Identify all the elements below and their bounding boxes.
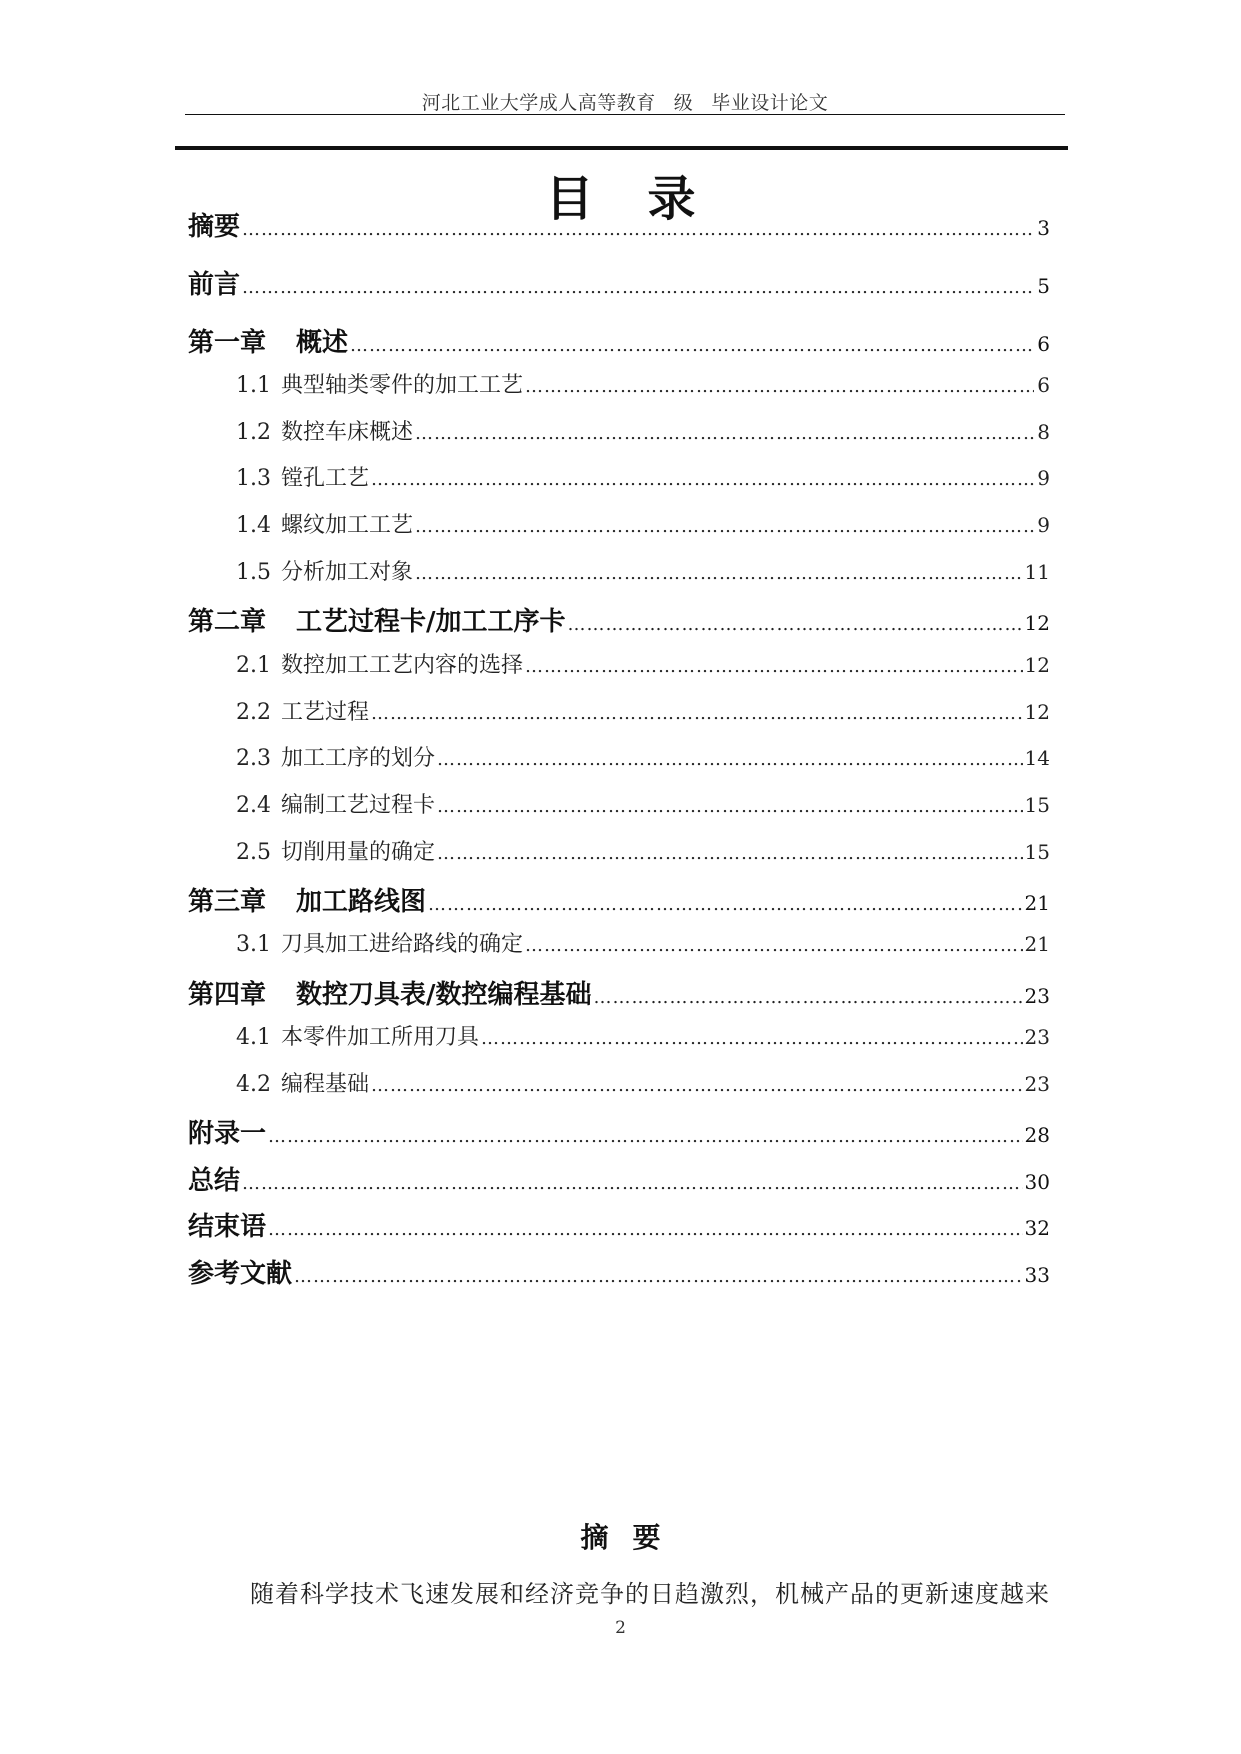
toc-entry-number: 2.2 (236, 700, 271, 725)
toc-dot-leader (371, 1075, 1023, 1096)
toc-entry-number: 2.5 (236, 840, 271, 865)
toc-entry[interactable] (188, 322, 1050, 356)
toc-entry-page: 23 (1024, 984, 1050, 1008)
toc-entry-number: 第三章 (188, 887, 267, 917)
toc-entry-text: 刀具加工进给路线的确定 (281, 932, 524, 957)
toc-entry-page: 6 (1037, 332, 1050, 356)
toc-dot-leader (481, 1028, 1023, 1049)
toc-dot-leader (242, 1173, 1023, 1194)
toc-dot-leader (437, 749, 1023, 770)
toc-entry[interactable] (236, 695, 1050, 729)
toc-entry-text: 螺纹加工工艺 (281, 513, 414, 538)
abstract-first-line: 随着科学技术飞速发展和经济竞争的日趋激烈，机械产品的更新速度越来 (250, 1580, 1050, 1608)
toc-entry-page: 21 (1024, 891, 1050, 915)
toc-entry-text: 结束语 (188, 1212, 267, 1242)
toc-entry-label (236, 695, 369, 726)
toc-entry[interactable] (236, 835, 1050, 869)
toc-title: 目录 (545, 171, 750, 227)
toc-entry[interactable] (236, 1067, 1050, 1101)
toc-entry-page: 14 (1024, 746, 1050, 770)
header-rule (185, 114, 1065, 115)
toc-entry-number: 1.3 (236, 466, 271, 491)
toc-entry[interactable] (188, 206, 1050, 240)
toc-entry-label (188, 1253, 292, 1290)
toc-entry-label (236, 927, 523, 958)
toc-entry-label (236, 368, 523, 399)
toc-dot-leader (415, 563, 1023, 584)
toc-dot-leader (371, 469, 1034, 490)
toc-entry-text: 工艺过程卡/加工工序卡 (296, 607, 566, 637)
toc-entry-text: 概述 (296, 328, 349, 358)
toc-entry[interactable] (188, 881, 1050, 915)
toc-entry-text: 摘要 (188, 212, 241, 242)
toc-entry-page: 9 (1037, 466, 1050, 490)
toc-dot-leader (428, 894, 1023, 915)
toc-entry[interactable] (188, 1253, 1050, 1287)
toc-entry-page: 15 (1024, 840, 1050, 864)
toc-entry-label (236, 1020, 479, 1051)
toc-entry-label (188, 1160, 240, 1197)
toc-entry-page: 28 (1024, 1123, 1050, 1147)
toc-entry[interactable] (188, 264, 1050, 298)
running-header (185, 88, 1065, 115)
toc-entry[interactable] (188, 974, 1050, 1008)
header-grade: 级 (673, 92, 694, 114)
toc-entry[interactable] (236, 741, 1050, 775)
toc-entry-number: 4.2 (236, 1072, 271, 1097)
toc-dot-leader (371, 703, 1023, 724)
toc-entry-text: 编程基础 (281, 1072, 370, 1097)
toc-entry[interactable] (188, 1160, 1050, 1194)
toc-entry-label (188, 1113, 266, 1150)
toc-entry-number: 3.1 (236, 932, 271, 957)
toc-entry[interactable] (236, 555, 1050, 589)
toc-entry-page: 30 (1024, 1170, 1050, 1194)
toc-entry-page: 6 (1037, 373, 1050, 397)
toc-entry-text: 工艺过程 (281, 700, 370, 725)
toc-dot-leader (415, 423, 1034, 444)
toc-entry-label (188, 881, 426, 918)
toc-dot-leader (437, 796, 1023, 817)
toc-entry-text: 数控刀具表/数控编程基础 (296, 980, 592, 1010)
toc-entry-page: 32 (1024, 1216, 1050, 1240)
toc-entry[interactable] (236, 508, 1050, 542)
toc-entry-label (188, 264, 240, 301)
toc-entry-page: 8 (1037, 420, 1050, 444)
toc-entry-page: 23 (1024, 1072, 1050, 1096)
toc-dot-leader (525, 656, 1023, 677)
toc-entry[interactable] (236, 1020, 1050, 1054)
toc-entry-text: 总结 (188, 1166, 241, 1196)
toc-entry-label (188, 322, 348, 359)
page-number: 2 (615, 1618, 626, 1638)
toc-entry-page: 9 (1037, 513, 1050, 537)
toc-dot-leader (594, 987, 1023, 1008)
toc-entry-page: 12 (1024, 653, 1050, 677)
toc-entry[interactable] (188, 601, 1050, 635)
toc-entry-label (236, 415, 413, 446)
toc-dot-leader (294, 1266, 1023, 1287)
toc-entry-label (236, 555, 413, 586)
toc-entry-label (188, 974, 592, 1011)
toc-entry-label (188, 1206, 266, 1243)
header-institution: 河北工业大学成人高等教育 (421, 92, 656, 114)
toc-entry-number: 2.1 (236, 653, 271, 678)
toc-entry-label (236, 508, 413, 539)
toc-entry-number: 2.3 (236, 746, 271, 771)
toc-entry-page: 12 (1024, 611, 1050, 635)
toc-entry-number: 1.5 (236, 560, 271, 585)
toc-entry-text: 编制工艺过程卡 (281, 793, 436, 818)
header-doc-type: 毕业设计论文 (711, 92, 829, 114)
toc-entry-text: 数控加工工艺内容的选择 (281, 653, 524, 678)
toc-entry[interactable] (188, 1113, 1050, 1147)
toc-dot-leader (437, 843, 1023, 864)
toc-entry-page: 23 (1024, 1025, 1050, 1049)
toc-entry-text: 附录一 (188, 1119, 267, 1149)
toc-entry[interactable] (236, 368, 1050, 402)
toc-entry-page: 21 (1024, 932, 1050, 956)
toc-entry-number: 第二章 (188, 607, 267, 637)
toc-entry[interactable] (188, 1206, 1050, 1240)
toc-entry-text: 加工路线图 (296, 887, 427, 917)
toc-entry-label (236, 1067, 369, 1098)
toc-entry-text: 前言 (188, 270, 241, 300)
toc-entry[interactable] (236, 461, 1050, 495)
toc-entry[interactable] (236, 788, 1050, 822)
toc-entry-page: 5 (1037, 274, 1050, 298)
toc-entry-label (236, 461, 369, 492)
toc-entry-page: 33 (1024, 1263, 1050, 1287)
toc-entry-label (188, 206, 240, 243)
toc-entry[interactable] (236, 415, 1050, 449)
toc-entry-label (236, 741, 435, 772)
toc-entry-number: 1.1 (236, 373, 271, 398)
toc-dot-leader (568, 614, 1023, 635)
toc-entry-number: 1.4 (236, 513, 271, 538)
toc-entry-number: 第一章 (188, 328, 267, 358)
toc-entry-label (188, 601, 566, 638)
toc-entry-number: 1.2 (236, 420, 271, 445)
toc-entry-text: 典型轴类零件的加工工艺 (281, 373, 524, 398)
toc-entry-label (236, 835, 435, 866)
toc-entry-text: 镗孔工艺 (281, 466, 370, 491)
toc-entry-page: 11 (1024, 560, 1050, 584)
toc-entry-label (236, 788, 435, 819)
toc-entry[interactable] (236, 927, 1050, 961)
toc-entry-label (236, 648, 523, 679)
toc-dot-leader (525, 935, 1023, 956)
toc-dot-leader (242, 219, 1034, 240)
toc-entry-number: 2.4 (236, 793, 271, 818)
toc-entry-text: 本零件加工所用刀具 (281, 1025, 480, 1050)
toc-entry-number: 第四章 (188, 980, 267, 1010)
toc-dot-leader (525, 376, 1034, 397)
toc-dot-leader (268, 1126, 1023, 1147)
toc-entry-text: 数控车床概述 (281, 420, 414, 445)
toc-dot-leader (415, 516, 1034, 537)
toc-entry-text: 切削用量的确定 (281, 840, 436, 865)
toc-dot-leader (350, 335, 1034, 356)
toc-entry-text: 加工工序的划分 (281, 746, 436, 771)
toc-dot-leader (242, 277, 1034, 298)
toc-entry-page: 12 (1024, 700, 1050, 724)
toc-entry-text: 分析加工对象 (281, 560, 414, 585)
toc-entry-text: 参考文献 (188, 1259, 293, 1289)
toc-entry-page: 15 (1024, 793, 1050, 817)
toc-entry[interactable] (236, 648, 1050, 682)
toc-dot-leader (268, 1219, 1023, 1240)
abstract-heading: 摘要 (580, 1521, 685, 1554)
toc-entry-number: 4.1 (236, 1025, 271, 1050)
title-rule (175, 146, 1068, 150)
toc-entry-page: 3 (1037, 216, 1050, 240)
